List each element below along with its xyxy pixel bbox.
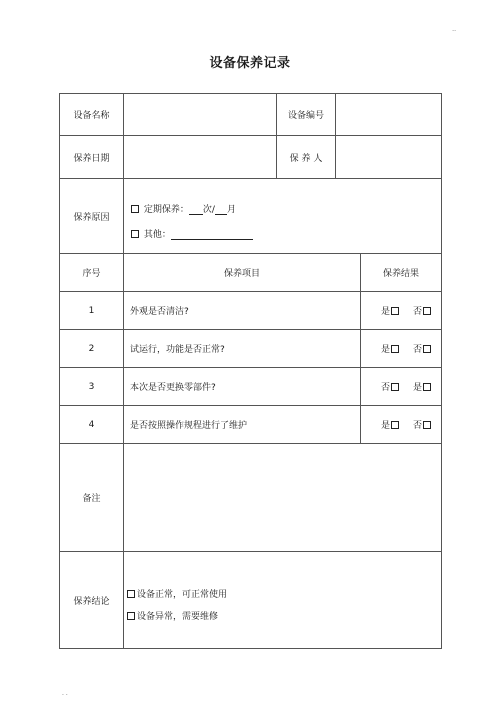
checkbox-icon[interactable]	[127, 612, 135, 620]
checkbox-icon[interactable]	[127, 590, 135, 598]
result-option[interactable]	[381, 380, 401, 393]
remarks-label: 备注	[82, 494, 101, 504]
result-option-label: 是	[380, 307, 390, 317]
maintenance-person-field[interactable]	[336, 136, 441, 178]
result-option-label: 是	[412, 383, 422, 393]
column-header-result: 保养结果	[382, 269, 419, 279]
page-title: 设备保养记录	[209, 56, 291, 71]
equipment-number-field[interactable]	[336, 94, 441, 135]
conclusion-label: 保养结论	[73, 596, 110, 607]
conclusion-normal-label: 设备正常，可正常使用	[137, 590, 228, 600]
checkbox-icon[interactable]	[131, 205, 139, 213]
column-header-item: 保养项目	[223, 269, 260, 279]
checkbox-icon[interactable]	[423, 421, 431, 429]
row-item: 试运行，功能是否正常?	[130, 345, 225, 355]
conclusion-normal-option[interactable]	[126, 587, 227, 600]
equipment-name-label: 设备名称	[73, 111, 110, 121]
checkbox-icon[interactable]	[391, 307, 399, 315]
result-option-label: 是	[380, 345, 390, 355]
result-option-label: 否	[412, 421, 422, 431]
result-option[interactable]	[413, 380, 433, 393]
maintenance-reason-label: 保养原因	[73, 212, 110, 223]
row-number: 2	[88, 343, 95, 354]
result-option-label: 否	[380, 383, 390, 393]
row-number: 3	[88, 381, 95, 392]
row-number: 1	[88, 305, 95, 316]
result-option[interactable]	[381, 418, 401, 431]
result-option-label: 是	[380, 421, 390, 431]
other-reason-option[interactable]	[130, 227, 253, 240]
maintenance-date-label: 保养日期	[73, 153, 110, 164]
checkbox-icon[interactable]	[423, 307, 431, 315]
equipment-number-label: 设备编号	[287, 111, 324, 121]
equipment-name-field[interactable]	[124, 94, 276, 135]
row-result	[361, 368, 441, 405]
row-result	[361, 406, 441, 443]
checkbox-icon[interactable]	[131, 230, 139, 238]
result-option[interactable]	[413, 342, 433, 355]
maintenance-form	[59, 93, 442, 649]
result-option-label: 否	[412, 307, 422, 317]
periodic-month-field[interactable]	[215, 205, 227, 215]
other-reason-label: 其他：	[143, 230, 171, 240]
other-reason-field[interactable]	[171, 230, 253, 240]
checkbox-icon[interactable]	[423, 345, 431, 353]
periodic-month-unit: 月	[226, 205, 236, 215]
checkbox-icon[interactable]	[391, 383, 399, 391]
row-item: 是否按照操作规程进行了维护	[130, 421, 248, 431]
row-item: 本次是否更换零部件?	[130, 383, 216, 393]
checkbox-icon[interactable]	[423, 383, 431, 391]
periodic-count-field[interactable]	[189, 205, 203, 215]
result-option-label: 否	[412, 345, 422, 355]
checkbox-icon[interactable]	[391, 421, 399, 429]
result-option[interactable]	[381, 304, 401, 317]
remarks-field[interactable]	[124, 444, 441, 551]
periodic-count-unit: 次/	[202, 205, 215, 215]
periodic-maintenance-option[interactable]	[130, 202, 236, 215]
maintenance-date-field[interactable]	[124, 136, 276, 178]
corner-mark-bottom: . .	[62, 690, 68, 697]
maintenance-person-label: 保 养 人	[289, 153, 323, 164]
row-number: 4	[88, 419, 95, 430]
corner-mark-top: ..	[452, 26, 456, 33]
conclusion-abnormal-label: 设备异常，需要维修	[137, 612, 219, 622]
result-option[interactable]	[413, 304, 433, 317]
column-header-number: 序号	[82, 269, 101, 279]
conclusion-abnormal-option[interactable]	[126, 609, 218, 622]
row-item: 外观是否清洁?	[130, 307, 189, 317]
result-option[interactable]	[413, 418, 433, 431]
periodic-maintenance-label: 定期保养：	[143, 205, 189, 215]
checkbox-icon[interactable]	[391, 345, 399, 353]
row-result	[361, 330, 441, 367]
result-option[interactable]	[381, 342, 401, 355]
row-result	[361, 292, 441, 329]
